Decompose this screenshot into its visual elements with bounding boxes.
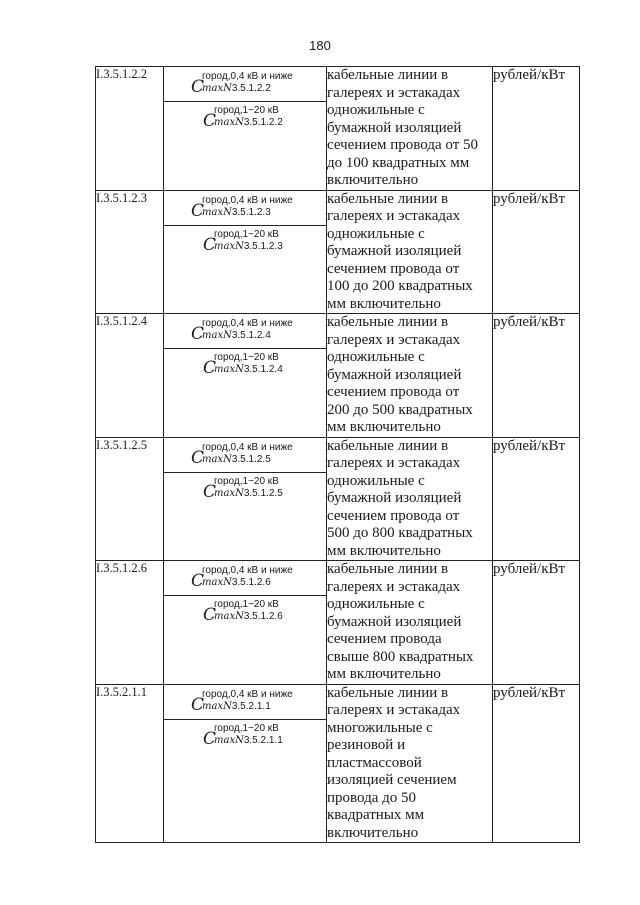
- item-code: I.3.5.1.2.2: [96, 67, 164, 191]
- formula-superscript: город,0,4 кВ и ниже: [202, 318, 293, 329]
- item-code: I.3.5.1.2.3: [96, 190, 164, 314]
- formula-high-voltage: C город,1−20 кВ maxN3.5.1.2.3: [203, 228, 283, 255]
- formula-subscript: maxN3.5.1.2.6: [214, 611, 283, 622]
- description-line: 100 до 200 квадратных: [327, 278, 473, 294]
- description-line: сечением провода от: [327, 507, 460, 524]
- unit-cell: рублей/кВт: [493, 561, 580, 685]
- description-line: бумажной изоляцией: [327, 366, 462, 383]
- description-line: кабельные линии в: [327, 190, 449, 207]
- formula-subscript: maxN3.5.2.1.1: [214, 734, 283, 746]
- formula-superscript: город,0,4 кВ и ниже: [202, 71, 293, 82]
- description-line: мм включительно: [327, 666, 441, 682]
- description-line: включительно: [327, 824, 419, 841]
- description-line: кабельные линии в: [327, 437, 449, 454]
- description-line: галереях и эстакадах: [327, 84, 461, 101]
- unit-cell: рублей/кВт: [493, 684, 580, 843]
- description-cell: [327, 437, 493, 561]
- description-line: мм включительно: [327, 542, 441, 559]
- formula-superscript: город,0,4 кВ и ниже: [202, 688, 293, 700]
- description-line: галереях и эстакадах: [327, 331, 461, 348]
- formula-subscript: maxN3.5.1.2.3: [214, 240, 283, 252]
- description-line: 500 до 800 квадратных: [327, 525, 473, 541]
- description-cell: [327, 684, 493, 843]
- description-cell: [327, 314, 493, 438]
- formula-superscript: город,1−20 кВ: [214, 105, 279, 116]
- formula-low-voltage: C город,0,4 кВ и ниже maxN3.5.1.2.2: [164, 67, 326, 102]
- unit-cell: рублей/кВт: [493, 67, 580, 191]
- description-line: галереях и эстакадах: [327, 455, 461, 471]
- formula-cell: [164, 67, 327, 191]
- formula-low-voltage: C город,0,4 кВ и ниже maxN3.5.1.2.3: [164, 191, 326, 226]
- formula-high-voltage: C город,1−20 кВ maxN3.5.1.2.6: [203, 599, 283, 625]
- formula-high-voltage: C город,1−20 кВ maxN3.5.1.2.5: [203, 475, 283, 502]
- description-line: до 100 квадратных мм: [327, 154, 470, 171]
- formula-subscript: maxN3.5.1.2.2: [202, 83, 271, 94]
- description-cell: [327, 190, 493, 314]
- formula-subscript: maxN3.5.1.2.2: [214, 117, 283, 128]
- description-line: бумажной изоляцией: [327, 119, 462, 136]
- formula-high-voltage: C город,1−20 кВ maxN3.5.1.2.4: [203, 352, 283, 378]
- description-cell: [327, 67, 493, 191]
- description-line: одножильные с: [327, 225, 425, 242]
- formula-cell: [164, 314, 327, 438]
- formula-superscript: город,1−20 кВ: [214, 228, 279, 240]
- formula-superscript: город,1−20 кВ: [214, 352, 279, 363]
- description-line: мм включительно: [327, 419, 441, 435]
- formula-subscript: maxN3.5.1.2.6: [202, 577, 271, 588]
- unit-cell: рублей/кВт: [493, 314, 580, 438]
- description-line: многожильные с: [327, 719, 433, 736]
- description-line: кабельные линии в: [327, 561, 449, 577]
- unit-cell: рублей/кВт: [493, 190, 580, 314]
- description-line: одножильные с: [327, 472, 425, 489]
- description-line: галереях и эстакадах: [327, 702, 461, 718]
- formula-subscript: maxN3.5.1.2.4: [202, 330, 271, 341]
- description-line: кабельные линии в: [327, 67, 449, 83]
- table-row: [96, 561, 580, 685]
- description-line: сечением провода от: [327, 260, 460, 277]
- item-code: I.3.5.1.2.5: [96, 437, 164, 561]
- formula-low-voltage: C город,0,4 кВ и ниже maxN3.5.2.1.1: [164, 685, 326, 720]
- item-code: I.3.5.1.2.6: [96, 561, 164, 685]
- page-number: 180: [309, 38, 331, 53]
- formula-low-voltage: C город,0,4 кВ и ниже maxN3.5.1.2.5: [164, 438, 326, 473]
- table-row: [96, 437, 580, 561]
- description-line: сечением провода от: [327, 384, 460, 400]
- description-line: бумажной изоляцией: [327, 243, 462, 259]
- description-line: кабельные линии в: [327, 314, 449, 330]
- formula-superscript: город,0,4 кВ и ниже: [202, 441, 293, 453]
- formula-subscript: maxN3.5.2.1.1: [202, 700, 271, 712]
- formula-cell: [164, 437, 327, 561]
- formula-cell: [164, 561, 327, 685]
- description-line: мм включительно: [327, 295, 441, 312]
- description-line: сечением провода от 50: [327, 137, 479, 153]
- formula-superscript: город,0,4 кВ и ниже: [202, 565, 293, 576]
- formula-subscript: maxN3.5.1.2.4: [214, 364, 283, 375]
- description-line: резиновой и: [327, 737, 406, 753]
- description-line: бумажной изоляцией: [327, 490, 462, 506]
- formula-superscript: город,1−20 кВ: [214, 475, 279, 487]
- unit-cell: рублей/кВт: [493, 437, 580, 561]
- item-code: I.3.5.2.1.1: [96, 684, 164, 843]
- formula-high-voltage: C город,1−20 кВ maxN3.5.2.1.1: [203, 722, 283, 749]
- table-row: [96, 67, 580, 191]
- description-line: бумажной изоляцией: [327, 613, 462, 630]
- formula-subscript: maxN3.5.1.2.3: [202, 206, 271, 218]
- tariff-table: [95, 66, 580, 843]
- description-line: провода до 50: [327, 789, 416, 806]
- formula-cell: [164, 190, 327, 314]
- description-line: кабельные линии в: [327, 684, 449, 701]
- item-code: I.3.5.1.2.4: [96, 314, 164, 438]
- description-line: одножильные с: [327, 102, 425, 118]
- description-line: галереях и эстакадах: [327, 208, 461, 224]
- formula-subscript: maxN3.5.1.2.5: [202, 453, 271, 465]
- description-line: 200 до 500 квадратных: [327, 401, 473, 418]
- description-line: включительно: [327, 172, 419, 188]
- table-row: [96, 314, 580, 438]
- description-line: одножильные с: [327, 349, 425, 365]
- formula-cell: [164, 684, 327, 843]
- formula-high-voltage: C город,1−20 кВ maxN3.5.1.2.2: [203, 105, 283, 131]
- description-line: изоляцией сечением: [327, 772, 457, 788]
- formula-superscript: город,0,4 кВ и ниже: [202, 194, 293, 206]
- description-line: квадратных мм: [327, 807, 425, 823]
- description-line: свыше 800 квадратных: [327, 648, 474, 665]
- formula-low-voltage: C город,0,4 кВ и ниже maxN3.5.1.2.4: [164, 314, 326, 349]
- description-line: пластмассовой: [327, 754, 422, 771]
- formula-superscript: город,1−20 кВ: [214, 722, 279, 734]
- description-line: галереях и эстакадах: [327, 578, 461, 595]
- formula-low-voltage: C город,0,4 кВ и ниже maxN3.5.1.2.6: [164, 561, 326, 596]
- description-line: одножильные с: [327, 596, 425, 612]
- table-row: [96, 190, 580, 314]
- table-body: [96, 67, 580, 843]
- table-row: [96, 684, 580, 843]
- description-cell: [327, 561, 493, 685]
- formula-superscript: город,1−20 кВ: [214, 599, 279, 610]
- description-line: сечением провода: [327, 631, 442, 647]
- formula-subscript: maxN3.5.1.2.5: [214, 487, 283, 499]
